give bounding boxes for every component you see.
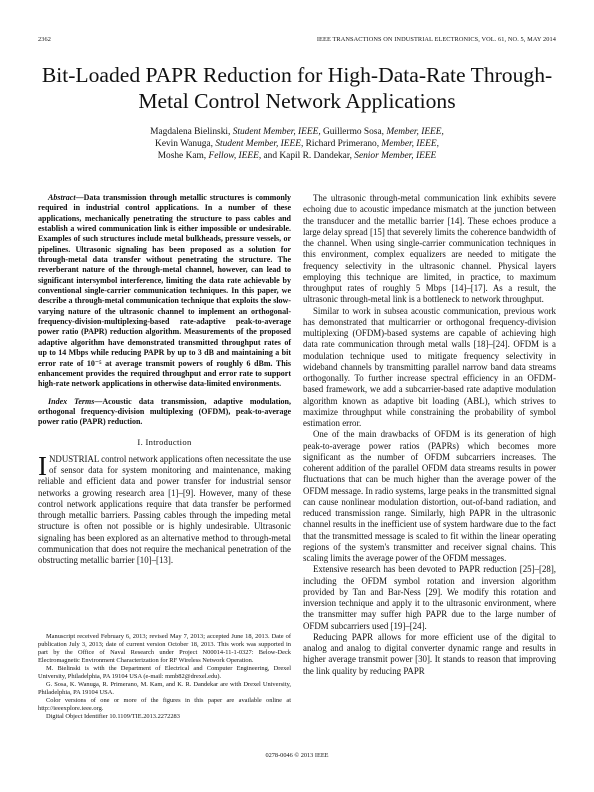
abstract	[38, 193, 291, 390]
body-paragraph: Reducing PAPR allows for more efficient use of the digital to analog and analog to digital converter dynamic range and results in higher average transmit power [30]. It stands to reason that improving the link quality by reducing PAPR	[303, 631, 556, 676]
abstract-text: —Data transmission through metallic structures is commonly required in industrial control applications. In a number of these applications, mechanically penetrating the structure to pass cables and establish a wired communication link is either impossible or undesirable. Examples of such structures include metal bulkheads, pressure vessels, or pipelines. Ultrasonic signaling has been proposed as a solution for through-metal data transfer without penetrating the structure. The reverberant nature of the through-metal channel, however, can lead to significant intersymbol interference, limiting the data rate achievable by conventional single-carrier communication techniques. In this paper, we describe a through-metal communication technique that exploits the slow-varying nature of the ultrasonic channel to implement an orthogonal-frequency-division-multiplexing-based rate-adaptive peak-to-average power ratio (PAPR) reduction algorithm. Measurements of the proposed adaptive algorithm have demonstrated transmitted throughput rates of up to 14 Mbps while reducing PAPR by up to 3 dB and maintaining a bit error rate of 10⁻⁵ at average transmit powers of roughly 6 dBm. This enhancement provides the required throughput and error rate to support high-rate network applications in otherwise data-limited environments.	[38, 193, 291, 389]
footnote-color: Color versions of one or more of the figures in this paper are available online at http://ieeexplore.ieee.org.	[38, 696, 291, 712]
footnote-affiliation-1: M. Bielinski is with the Department of Electrical and Computer Engineering, Drexel University, Philadelphia, PA 19104 USA (e-mail: mmb82@drexel.edu).	[38, 664, 291, 680]
intro-paragraph: INDUSTRIAL control network applications often necessitate the use of sensor data for system monitoring and maintenance, making reliable and efficient data and power transfer for industrial sensor networks a growing research area [1]–[9]. However, many of these control network applications require that data transfer be performed through metallic barriers. Passing cables through the impeding metal structure is often not possible or is highly undesirable. Ultrasonic signaling has been explored as an alternative method to through-metal communication that does not require the mechanical penetration of the obstructing metallic barrier [10]–[13].	[38, 450, 291, 566]
copyright-footer: 0278-0046 © 2013 IEEE	[265, 752, 329, 759]
footnote-affiliation-2: G. Sosa, K. Wanuga, R. Primerano, M. Kam, and K. R. Dandekar are with Drexel University, Philadelphia, PA 19104 USA.	[38, 680, 291, 696]
footnote-manuscript: Manuscript received February 6, 2013; revised May 7, 2013; accepted June 18, 2013. Date of publication July 3, 2013; date of current version October 18, 2013. This work was supported in part by the Office of Naval Research under Project N00014-11-1-0327: Below-Deck Electromagnetic Environment Characterization for RF Wireless Network Operation.	[38, 633, 291, 664]
page-number: 2362	[38, 36, 51, 43]
index-terms	[38, 397, 291, 428]
footnotes	[38, 633, 291, 720]
abstract-label: Abstract	[48, 193, 76, 202]
author-list	[60, 126, 534, 162]
author-line-1: Magdalena Bielinski, Student Member, IEEE, Guillermo Sosa, Member, IEEE,	[150, 127, 444, 137]
author-line-3: Moshe Kam, Fellow, IEEE, and Kapil R. Dandekar, Senior Member, IEEE	[157, 151, 437, 161]
left-column	[38, 193, 291, 566]
right-column	[303, 193, 556, 677]
body-paragraph: The ultrasonic through-metal communication link exhibits severe echoing due to acoustic impedance mismatch at the junction between the transducer and the metallic barrier [14]. These echoes produce a large delay spread [15] that severely limits the coherence bandwidth of the channel. When using single-carrier communication techniques in this environment, complex equalizers are needed to mitigate the frequency selectivity in the ultrasonic channel. Physical layers employing this technique are limited, in practice, to maximum throughput rates of roughly 5 Mbps [14]–[17]. As a result, the ultrasonic through-metal link is a bottleneck to network throughput.	[303, 193, 556, 305]
index-terms-text: —Acoustic data transmission, adaptive modulation, orthogonal frequency-division multiplexing (OFDM), peak-to-average power ratio (PAPR) reduction.	[38, 396, 292, 427]
paper-title: Bit-Loaded PAPR Reduction for High-Data-Rate Through-Metal Control Network Applications	[41, 63, 553, 113]
index-terms-label: Index Terms	[48, 396, 95, 406]
journal-header: IEEE TRANSACTIONS ON INDUSTRIAL ELECTRONICS, VOL. 61, NO. 5, MAY 2014	[316, 36, 556, 43]
body-paragraph: Similar to work in subsea acoustic communication, previous work has demonstrated that multicarrier or orthogonal frequency-division multiplexing (OFDM)-based systems are capable of achieving high data rate communication through metal walls [18]–[24]. OFDM is a modulation technique used to mitigate frequency selectivity in wideband channels by transmitting parallel narrow band data streams orthogonally. To further increase spectral efficiency in an OFDM-based framework, we add a subcarrier-based rate adaptive modulation algorithm known as adaptive bit loading (ABL), which strives to maximize throughput while constraining the probability of symbol estimation error.	[303, 305, 556, 428]
body-paragraph: Extensive research has been devoted to PAPR reduction [25]–[28], including the OFDM symbol rotation and inversion algorithm provided by Tan and Bar-Ness [29]. We modify this rotation and inversion technique and apply it to the ultrasonic environment, where the transmitter may suffer high PAPR due to the large number of OFDM subcarriers used [19]–[24].	[303, 564, 556, 631]
section-heading: I. Introduction	[137, 436, 192, 447]
footnote-doi: Digital Object Identifier 10.1109/TIE.2013.2272283	[46, 712, 180, 720]
drop-cap: I	[38, 450, 47, 481]
body-paragraph: One of the main drawbacks of OFDM is its generation of high peak-to-average power ratios (PAPRs) which becomes more significant as the number of OFDM subcarriers increases. The coherent addition of the parallel OFDM data streams results in power fluctuations that can be much higher than the average power of the OFDM message. In radio systems, large peaks in the transmitted signal can cause nonlinear modulation distortion, out-of-band radiation, and reduced transmission range. Similarly, high PAPR in the ultrasonic channel results in the inefficient use of system hardware due to the fact that the transmitted message is scaled to fit within the linear operating regions of the system's transmitter and receiver signal chains. This scaling limits the average power of the OFDM messages.	[303, 429, 556, 563]
author-line-2: Kevin Wanuga, Student Member, IEEE, Richard Primerano, Member, IEEE,	[155, 139, 439, 149]
